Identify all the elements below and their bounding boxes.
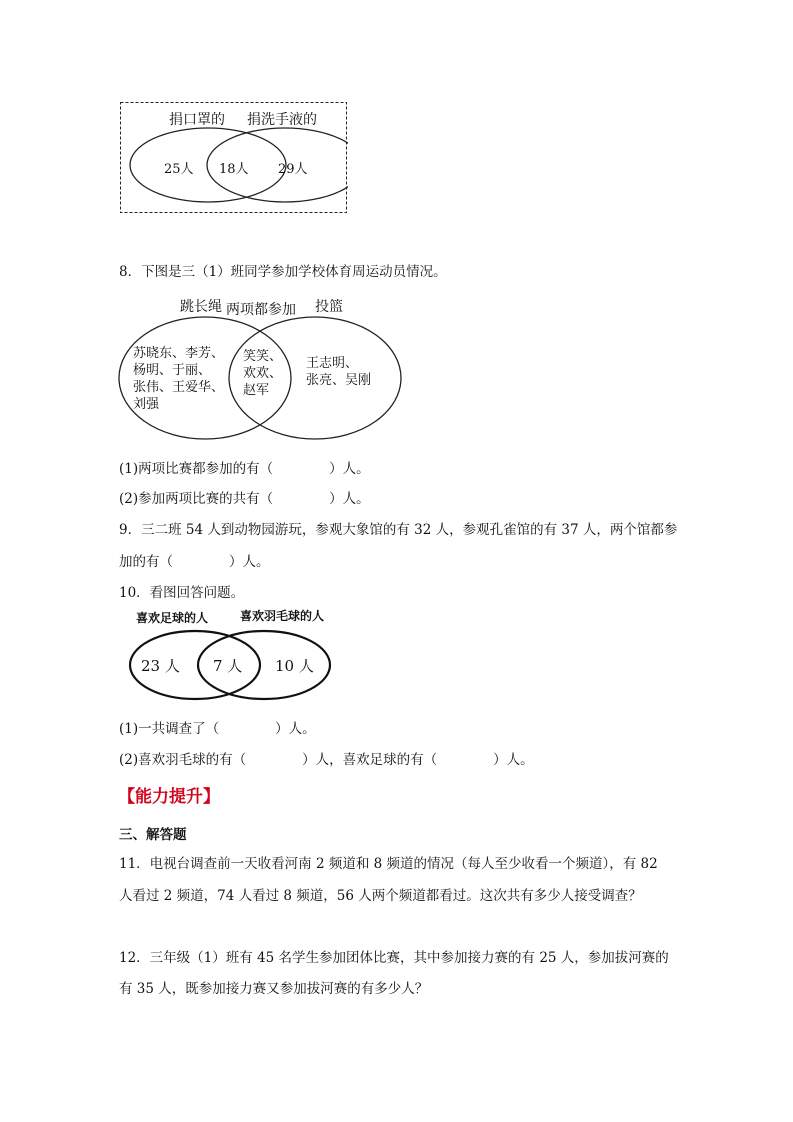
q10-text: 10．看图回答问题。	[119, 585, 245, 601]
venn1-left-only: 25人	[164, 162, 194, 177]
q9-line2-pre: 加的有（	[119, 554, 173, 570]
q8-sub2	[119, 487, 370, 507]
venn-diagram-ballgames	[120, 606, 340, 702]
venn2-right-label: 投篮	[315, 299, 343, 315]
both-name-line: 欢欢、	[243, 366, 283, 381]
q9-line2-post: ）人。	[229, 554, 270, 570]
venn-diagram-sports	[118, 293, 408, 445]
q8-sub2-post: ）人。	[329, 491, 370, 507]
q11-line1: 11．电视台调查前一天收看河南 2 频道和 8 频道的情况（每人至少收看一个频道），有 82	[119, 856, 658, 872]
venn1-right-label: 捐洗手液的	[247, 112, 317, 128]
q10-sub2-mid: ）人，喜欢足球的有（	[302, 752, 438, 768]
left-name-line: 杨明、于丽、	[133, 363, 212, 378]
q12-line1: 12．三年级（1）班有 45 名学生参加团体比赛，其中参加接力赛的有 25 人，参加拔河赛的	[119, 950, 669, 966]
venn1-both: 18人	[219, 162, 249, 177]
both-name-line: 赵军	[243, 383, 270, 398]
q8-sub1-pre: (1)两项比赛都参加的有（	[119, 461, 274, 477]
venn3-left-only: 23 人	[141, 657, 180, 675]
q9-line2	[119, 550, 270, 570]
venn3-both: 7 人	[213, 657, 243, 675]
q10-sub1-post: ）人。	[275, 721, 316, 737]
q8-sub2-pre: (2)参加两项比赛的共有（	[119, 491, 274, 507]
both-name-line: 笑笑、	[243, 349, 283, 364]
venn3-right-label: 喜欢羽毛球的人	[240, 609, 325, 623]
left-name-line: 张伟、王爱华、	[133, 380, 225, 395]
venn1-right-only: 29人	[278, 162, 308, 177]
q8-text: 8．下图是三（1）班同学参加学校体育周运动员情况。	[119, 264, 447, 280]
q10-sub2	[119, 748, 534, 768]
section-title: 【能力提升】	[118, 787, 220, 807]
right-name-line: 王志明、	[306, 356, 359, 371]
q10-sub2-pre: (2)喜欢羽毛球的有（	[119, 752, 247, 768]
venn2-left-label: 跳长绳	[180, 299, 222, 315]
part-heading: 三、解答题	[119, 827, 187, 843]
venn1-left-label: 捐口罩的	[169, 112, 225, 128]
q10-sub2-post: ）人。	[493, 752, 534, 768]
left-name-line: 苏晓东、李芳、	[133, 346, 225, 361]
q12-line2: 有 35 人，既参加接力赛又参加拔河赛的有多少人？	[119, 981, 429, 997]
venn3-left-label: 喜欢足球的人	[136, 611, 209, 625]
left-name-line: 刘强	[133, 397, 160, 412]
q9-line1: 9．三二班 54 人到动物园游玩，参观大象馆的有 32 人，参观孔雀馆的有 37 人，两个馆都参	[119, 522, 678, 538]
venn2-both-names	[243, 348, 282, 399]
venn-diagram-donations	[120, 102, 348, 214]
q11-line2: 人看过 2 频道，74 人看过 8 频道，56 人两个频道都看过。这次共有多少人接受调查？	[119, 888, 642, 904]
q10-sub1	[119, 717, 316, 737]
venn2-both-label: 两项都参加	[226, 302, 296, 318]
q8-sub1-post: ）人。	[329, 461, 370, 477]
left-circle	[130, 128, 286, 202]
venn3-right-only: 10 人	[275, 657, 314, 675]
venn2-left-names	[133, 345, 224, 413]
q10-sub1-pre: (1)一共调查了（	[119, 721, 220, 737]
right-name-line: 张亮、吴刚	[306, 373, 372, 388]
venn2-right-names	[306, 355, 371, 389]
q8-sub1	[119, 457, 370, 477]
